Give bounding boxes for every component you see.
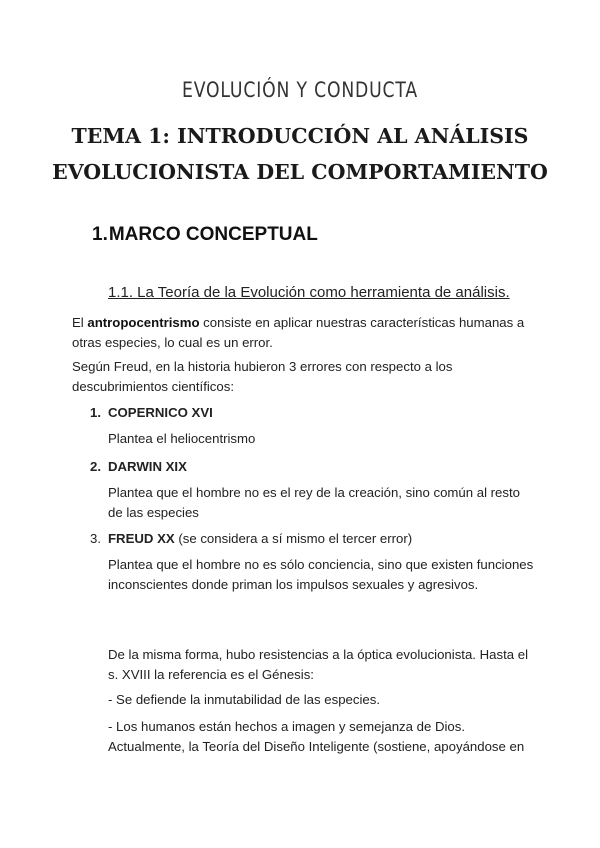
error-item-1-number: 1. [90, 405, 101, 420]
course-title: EVOLUCIÓN Y CONDUCTA [182, 78, 418, 102]
resistance-point-2: - Los humanos están hechos a imagen y semejanza de Dios. Actualmente, la Teoría del Diseño Inteligente (sostiene, apoyándose en [108, 719, 525, 754]
error-item-3-title [90, 529, 412, 549]
error-item-2-name: DARWIN XIX [108, 459, 187, 474]
intro-paragraph-1 [72, 313, 542, 353]
error-item-1-description: Plantea el heliocentrismo [108, 431, 256, 446]
subsection-heading: 1.1. La Teoría de la Evolución como herramienta de análisis. [108, 284, 510, 301]
topic-title-line-1: TEMA 1: INTRODUCCIÓN AL ANÁLISIS [71, 124, 529, 148]
resistance-paragraph: De la misma forma, hubo resistencias a la óptica evolucionista. Hasta el s. XVIII la referencia es el Génesis: [108, 647, 528, 682]
intro-paragraph-2: Según Freud, en la historia hubieron 3 errores con respecto a los descubrimientos científicos: [72, 359, 453, 394]
error-item-3-note: (se considera a sí mismo el tercer error) [174, 531, 413, 546]
topic-title [0, 118, 600, 190]
section-title: MARCO CONCEPTUAL [108, 224, 318, 245]
section-number: 1. [92, 224, 108, 245]
intro-p1-bold-term: antropocentrismo [87, 315, 200, 330]
intro-p1-prefix: El [72, 315, 88, 330]
intro-p1-rest: consiste en aplicar nuestras características humanas a otras especies, lo cual es un error. [72, 315, 525, 350]
error-item-1-title [90, 403, 213, 423]
section-heading [92, 224, 318, 246]
topic-title-line-2: EVOLUCIONISTA DEL COMPORTAMIENTO [52, 160, 548, 184]
error-item-2-title [90, 457, 187, 477]
resistance-point-1: - Se defiende la inmutabilidad de las especies. [108, 692, 380, 707]
error-item-1-name: COPERNICO XVI [108, 405, 213, 420]
error-item-3-number: 3. [90, 531, 101, 546]
error-item-3-name: FREUD XX [108, 531, 175, 546]
error-item-3-description: Plantea que el hombre no es sólo conciencia, sino que existen funciones inconscientes donde priman los impulsos sexuales y agresivos. [108, 557, 534, 592]
error-item-2-description: Plantea que el hombre no es el rey de la creación, sino común al resto de las especies [108, 485, 520, 520]
error-item-2-number: 2. [90, 459, 101, 474]
